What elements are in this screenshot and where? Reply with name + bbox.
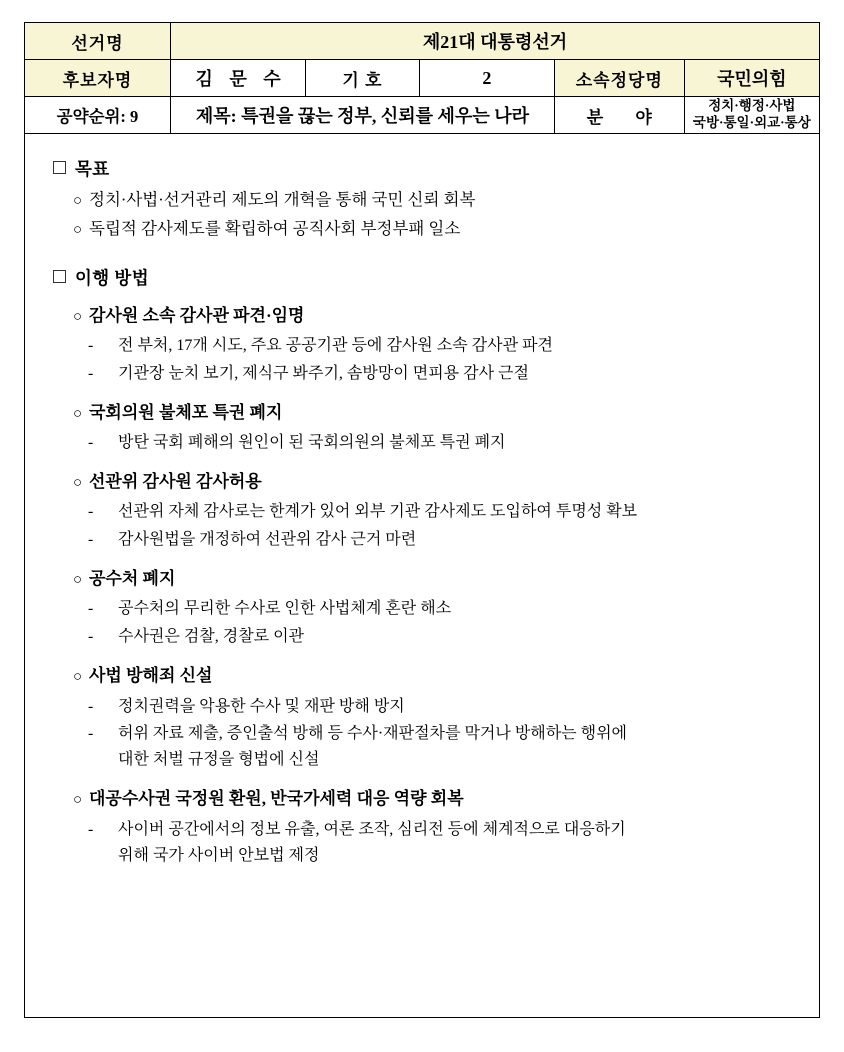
list-item-text-continued: 위해 국가 사이버 안보법 제정 (118, 846, 320, 864)
field-value (684, 97, 819, 134)
list-item-text: 공수처의 무리한 수사로 인한 사법체계 혼란 해소 (118, 600, 452, 618)
field-value-line1: 정치·행정·사법 (708, 98, 796, 114)
pledge-title: 제목: 특권을 끊는 정부, 신뢰를 세우는 나라 (171, 97, 555, 134)
list-item (73, 566, 793, 592)
section-goal (51, 156, 793, 243)
list-item (73, 303, 793, 329)
list-item (73, 216, 793, 242)
list-item-text: 전 부처, 17개 시도, 주요 공공기관 등에 감사원 소속 감사관 파견 (118, 336, 553, 354)
list-item-text-continued: 대한 처벌 규정을 형법에 신설 (118, 751, 320, 769)
square-bullet-icon (53, 161, 66, 174)
number-value: 2 (419, 60, 554, 97)
section-method-heading-text: 이행 방법 (75, 267, 149, 288)
number-label: 기 호 (306, 60, 420, 97)
list-item (88, 596, 793, 622)
list-item-text: 감사원 소속 감사관 파견·임명 (89, 305, 305, 325)
dash-bullet-icon: - (88, 600, 94, 618)
dash-bullet-icon: - (88, 503, 94, 521)
circle-bullet-icon: ○ (73, 308, 83, 325)
dash-bullet-icon: - (88, 725, 94, 743)
square-bullet-icon (53, 270, 66, 283)
dash-bullet-icon: - (88, 336, 94, 354)
list-item-text: 선관위 감사원 감사허용 (89, 471, 262, 491)
list-item-text: 감사원법을 개정하여 선관위 감사 근거 마련 (118, 531, 417, 549)
list-item (88, 430, 793, 456)
circle-bullet-icon: ○ (73, 222, 83, 239)
list-item (88, 527, 793, 553)
list-item (73, 469, 793, 495)
dash-bullet-icon: - (88, 820, 94, 838)
header-row-title (25, 97, 820, 134)
election-label: 선거명 (25, 23, 171, 60)
election-name: 제21대 대통령선거 (171, 23, 820, 60)
circle-bullet-icon: ○ (73, 474, 83, 491)
dash-bullet-icon: - (88, 697, 94, 715)
list-item (88, 624, 793, 650)
list-item (88, 694, 793, 720)
circle-bullet-icon: ○ (73, 669, 83, 686)
dash-bullet-icon: - (88, 434, 94, 451)
section-goal-heading (53, 156, 793, 181)
list-item (73, 663, 793, 689)
list-item-text: 정치·사법·선거관리 제도의 개혁을 통해 국민 신뢰 회복 (89, 190, 476, 209)
spacer (51, 249, 793, 265)
party-name: 국민의힘 (684, 60, 819, 97)
list-item-text: 정치권력을 악용한 수사 및 재판 방해 방지 (118, 697, 405, 715)
list-item (88, 333, 793, 359)
party-label: 소속정당명 (554, 60, 684, 97)
header-row-election (25, 23, 820, 60)
section-goal-heading-text: 목표 (75, 159, 110, 179)
candidate-name: 김 문 수 (171, 60, 306, 97)
candidate-header-table (24, 22, 820, 134)
candidate-label: 후보자명 (25, 60, 171, 97)
list-item (73, 187, 793, 213)
list-item (88, 721, 793, 773)
list-item (88, 817, 793, 869)
field-label: 분 야 (554, 97, 684, 134)
list-item-text: 사이버 공간에서의 정보 유출, 여론 조작, 심리전 등에 체계적으로 대응하기 (118, 820, 626, 838)
list-item-text: 허위 자료 제출, 증인출석 방해 등 수사·재판절차를 막거나 방해하는 행위에 (118, 725, 628, 743)
circle-bullet-icon: ○ (73, 193, 83, 209)
circle-bullet-icon: ○ (73, 792, 83, 809)
dash-bullet-icon: - (88, 628, 94, 646)
list-item-text: 수사권은 검찰, 경찰로 이관 (118, 628, 305, 646)
circle-bullet-icon: ○ (73, 405, 83, 422)
header-row-candidate (25, 60, 820, 97)
dash-bullet-icon: - (88, 531, 94, 549)
list-item-text: 공수처 폐지 (89, 569, 176, 589)
list-item (88, 361, 793, 387)
field-value-line2: 국방·통일·외교·통상 (692, 115, 811, 130)
circle-bullet-icon: ○ (73, 572, 83, 589)
pledge-body (24, 134, 820, 1018)
dash-bullet-icon: - (88, 364, 94, 382)
list-item-text: 사법 방해죄 신설 (89, 666, 213, 686)
list-item-text: 선관위 자체 감사로는 한계가 있어 외부 기관 감사제도 도입하여 투명성 확보 (118, 503, 638, 521)
list-item-text: 기관장 눈치 보기, 제식구 봐주기, 솜방망이 면피용 감사 근절 (118, 364, 529, 382)
list-item (73, 786, 793, 812)
list-item-text: 방탄 국회 폐해의 원인이 된 국회의원의 불체포 특권 폐지 (118, 434, 506, 451)
list-item (88, 499, 793, 525)
list-item-text: 독립적 감사제도를 확립하여 공직사회 부정부패 일소 (89, 219, 461, 239)
list-item-text: 대공수사권 국정원 환원, 반국가세력 대응 역량 회복 (89, 789, 464, 809)
section-method-heading (53, 265, 793, 290)
list-item (73, 400, 793, 426)
pledge-order: 공약순위: 9 (25, 97, 171, 134)
section-method (51, 265, 793, 869)
list-item-text: 국회의원 불체포 특권 폐지 (89, 402, 283, 422)
